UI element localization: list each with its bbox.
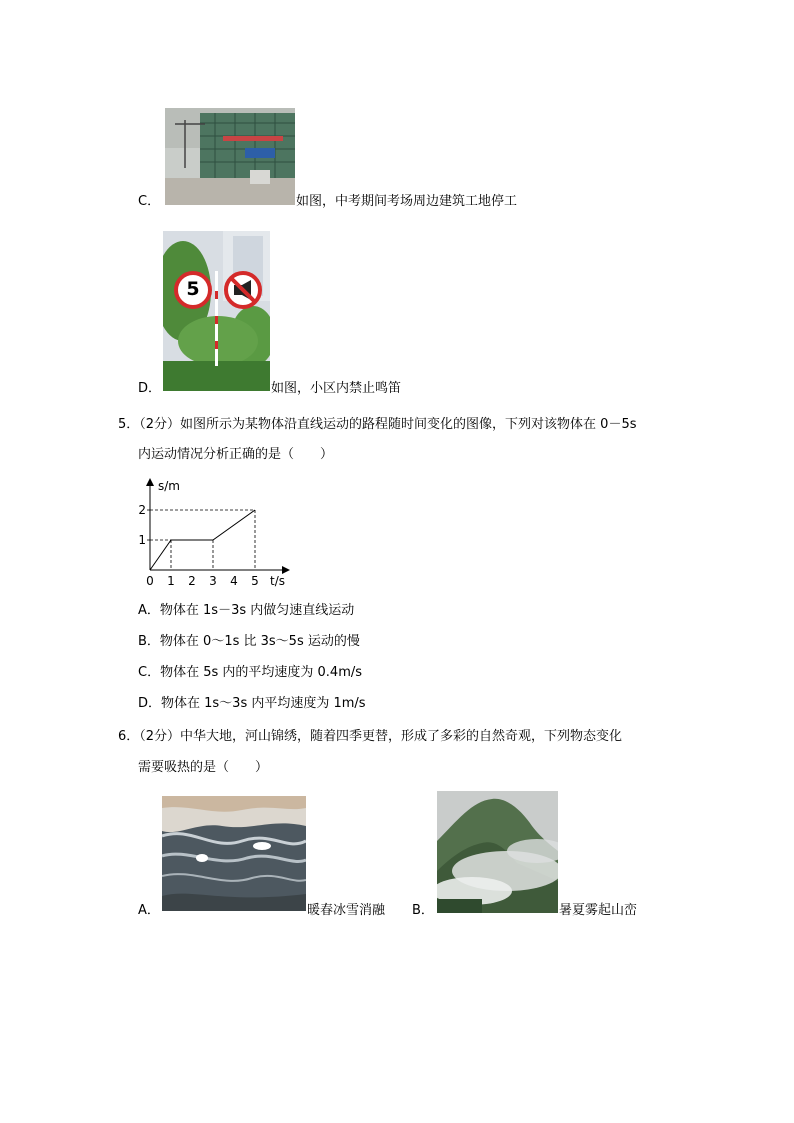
q6-stem-line2: 需要吸热的是（ ） [138, 760, 269, 775]
q5-option-c: C．物体在 5s 内的平均速度为 0.4m/s [138, 665, 363, 680]
y-axis-label: s/m [158, 479, 180, 493]
q6-option-a-text: 暖春冰雪消融 [307, 903, 386, 918]
q6-option-a-letter: A． [138, 903, 160, 918]
option-d-text: 如图，小区内禁止鸣笛 [271, 381, 402, 396]
x-tick-label-5: 5 [251, 574, 259, 588]
origin-label: 0 [146, 574, 154, 588]
option-d-letter: D． [138, 381, 162, 396]
speed-limit-number: 5 [186, 278, 200, 300]
q6-option-b-text: 暑夏雾起山峦 [559, 903, 638, 918]
x-axis-label: t/s [270, 574, 285, 588]
q5-option-a: A．物体在 1s－3s 内做匀速直线运动 [138, 603, 355, 618]
y-tick-label-1: 1 [138, 533, 146, 547]
melting-ice-photo [162, 796, 306, 911]
mountain-fog-photo [437, 791, 558, 913]
q6-stem-line1: 6．（2分）中华大地，河山锦绣，随着四季更替，形成了多彩的自然奇观，下列物态变化 [118, 729, 623, 744]
x-tick-label-3: 3 [209, 574, 217, 588]
option-c-letter: C． [138, 194, 161, 209]
y-tick-label-2: 2 [138, 503, 146, 517]
q6-option-b-letter: B． [412, 903, 434, 918]
s-t-graph [138, 474, 298, 596]
x-tick-label-4: 4 [230, 574, 238, 588]
q5-stem-line2: 内运动情况分析正确的是（ ） [138, 447, 334, 462]
x-tick-label-2: 2 [188, 574, 196, 588]
q5-option-b: B．物体在 0～1s 比 3s～5s 运动的慢 [138, 634, 360, 649]
x-tick-label-1: 1 [167, 574, 175, 588]
q5-option-d: D．物体在 1s～3s 内平均速度为 1m/s [138, 696, 366, 711]
q5-stem-line1: 5．（2分）如图所示为某物体沿直线运动的路程随时间变化的图像，下列对该物体在 0－5s [118, 417, 637, 432]
construction-site-photo [165, 108, 295, 205]
option-c-text: 如图，中考期间考场周边建筑工地停工 [296, 194, 518, 209]
no-honking-sign-photo [163, 231, 270, 391]
s-t-graph-svg [138, 474, 298, 592]
